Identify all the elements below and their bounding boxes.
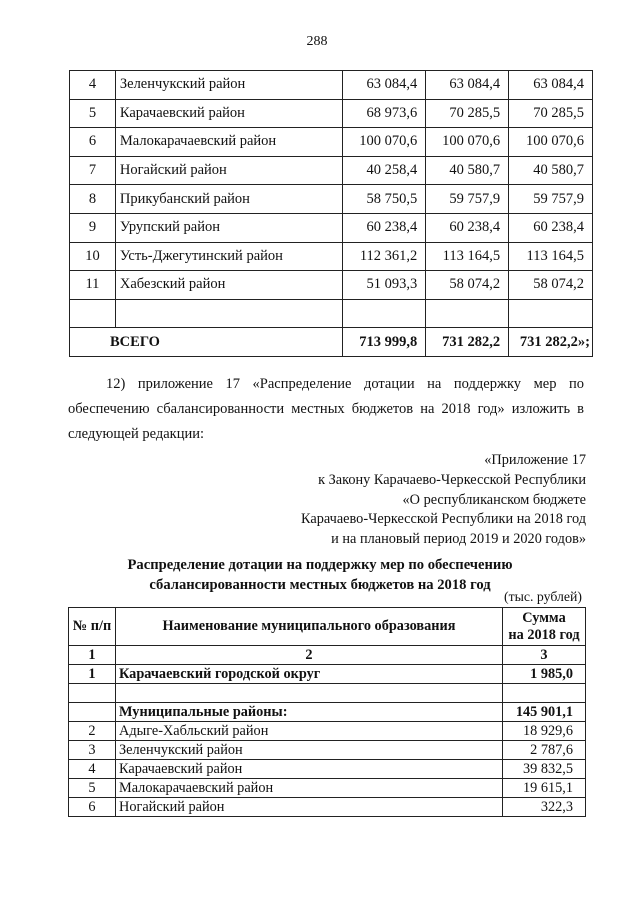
table-row [69,798,586,817]
table-header [69,608,586,646]
row-value-3: 40 580,7 [509,156,593,185]
row-number: 5 [70,99,116,128]
amendment-paragraph: 12) приложение 17 «Распределение дотации на поддержку мер по обеспечению сбалансированности местных бюджетов на 2018 год» изложить в следующей редакции: [68,376,584,442]
row-name: Карачаевский район [115,99,343,128]
row-value-3: 60 238,4 [509,213,593,242]
row-value-2: 100 070,6 [426,128,509,157]
table-dotation-distribution [68,607,586,817]
row-value-1: 63 084,4 [343,71,426,100]
row-name: Зеленчукский район [116,741,503,760]
row-name: Малокарачаевский район [116,779,503,798]
row-value-1: 68 973,6 [343,99,426,128]
row-value-1: 51 093,3 [343,271,426,300]
row-number: 7 [70,156,116,185]
table-row [70,99,593,128]
table-row-districts [69,703,586,722]
table-row [70,71,593,100]
row-name: Карачаевский городской округ [116,665,503,684]
header-amount-line: Сумма [522,609,566,626]
row-amount: 322,3 [503,798,586,817]
column-number: 1 [69,646,116,665]
row-number: 1 [69,665,116,684]
row-name: Карачаевский район [116,760,503,779]
row-value-2: 60 238,4 [426,213,509,242]
row-value-2: 70 285,5 [426,99,509,128]
row-name: Малокарачаевский район [115,128,343,157]
attachment-line: к Закону Карачаево-Черкесской Республики [318,471,586,488]
row-number: 6 [69,798,116,817]
row-number: 3 [69,741,116,760]
row-name: Усть-Джегутинский район [115,242,343,271]
attachment-line: и на плановый период 2019 и 2020 годов» [331,531,586,548]
row-value-1: 100 070,6 [343,128,426,157]
row-amount: 1 985,0 [503,665,586,684]
row-number: 11 [70,271,116,300]
row-name: Прикубанский район [115,185,343,214]
row-value-2: 63 084,4 [426,71,509,100]
row-name: Ногайский район [116,798,503,817]
table-row [69,741,586,760]
row-number: 9 [70,213,116,242]
table-row [69,722,586,741]
row-value-1: 58 750,5 [343,185,426,214]
table-body [70,71,593,300]
row-name: Зеленчукский район [115,71,343,100]
row-amount: 19 615,1 [503,779,586,798]
table-row [69,779,586,798]
units-label: (тыс. рублей) [503,589,582,604]
row-value-3: 113 164,5 [509,242,593,271]
title-line: Распределение дотации на поддержку мер по обеспечению [127,557,513,573]
row-amount: 18 929,6 [503,722,586,741]
row-amount: 2 787,6 [503,741,586,760]
row-value-2: 113 164,5 [426,242,509,271]
row-name: Адыге-Хабльский район [116,722,503,741]
column-number: 2 [116,646,503,665]
total-value-2: 731 282,2 [426,328,509,357]
header-name: Наименование муниципального образования [116,608,503,646]
row-value-2: 58 074,2 [426,271,509,300]
column-numbers-row [69,646,586,665]
row-value-3: 63 084,4 [509,71,593,100]
districts-label: Муниципальные районы: [116,703,503,722]
row-value-1: 40 258,4 [343,156,426,185]
attachment-line: «Приложение 17 [484,452,586,468]
table-row [70,156,593,185]
table-row [69,760,586,779]
row-number: 5 [69,779,116,798]
table-title [60,556,580,595]
table-row-empty [70,299,593,328]
header-number: № п/п [69,608,116,646]
row-name: Урупский район [115,213,343,242]
row-amount: 39 832,5 [503,760,586,779]
row-value-3: 58 074,2 [509,271,593,300]
row-value-2: 59 757,9 [426,185,509,214]
table-row [70,128,593,157]
attachment-header [301,451,586,550]
total-value-1: 713 999,8 [343,328,426,357]
row-number: 8 [70,185,116,214]
header-amount [503,608,586,646]
row-value-3: 100 070,6 [509,128,593,157]
row-name: Хабезский район [115,271,343,300]
attachment-line: «О республиканском бюджете [402,491,586,508]
table-row-empty [69,684,586,703]
table-row [70,242,593,271]
districts-amount: 145 901,1 [503,703,586,722]
attachment-line: Карачаево-Черкесской Республики на 2018 год [301,511,586,528]
table-body [69,722,586,817]
row-value-3: 59 757,9 [509,185,593,214]
table-row-total [70,328,593,357]
table-row [70,213,593,242]
row-value-1: 112 361,2 [343,242,426,271]
row-value-2: 40 580,7 [426,156,509,185]
row-value-1: 60 238,4 [343,213,426,242]
row-number: 4 [69,760,116,779]
total-value-3: 731 282,2»; [509,328,593,357]
row-number: 4 [70,71,116,100]
row-value-3: 70 285,5 [509,99,593,128]
table-row [70,185,593,214]
row-number: 10 [70,242,116,271]
row-number: 6 [70,128,116,157]
table-row [69,665,586,684]
header-amount-line: на 2018 год [508,626,580,643]
row-number: 2 [69,722,116,741]
title-line: сбалансированности местных бюджетов на 2018 год [149,576,491,593]
row-name: Ногайский район [115,156,343,185]
table-row [70,271,593,300]
page-number: 288 [306,34,328,49]
column-number: 3 [503,646,586,665]
total-label: ВСЕГО [70,328,343,357]
table-appendix-continuation [69,70,593,357]
